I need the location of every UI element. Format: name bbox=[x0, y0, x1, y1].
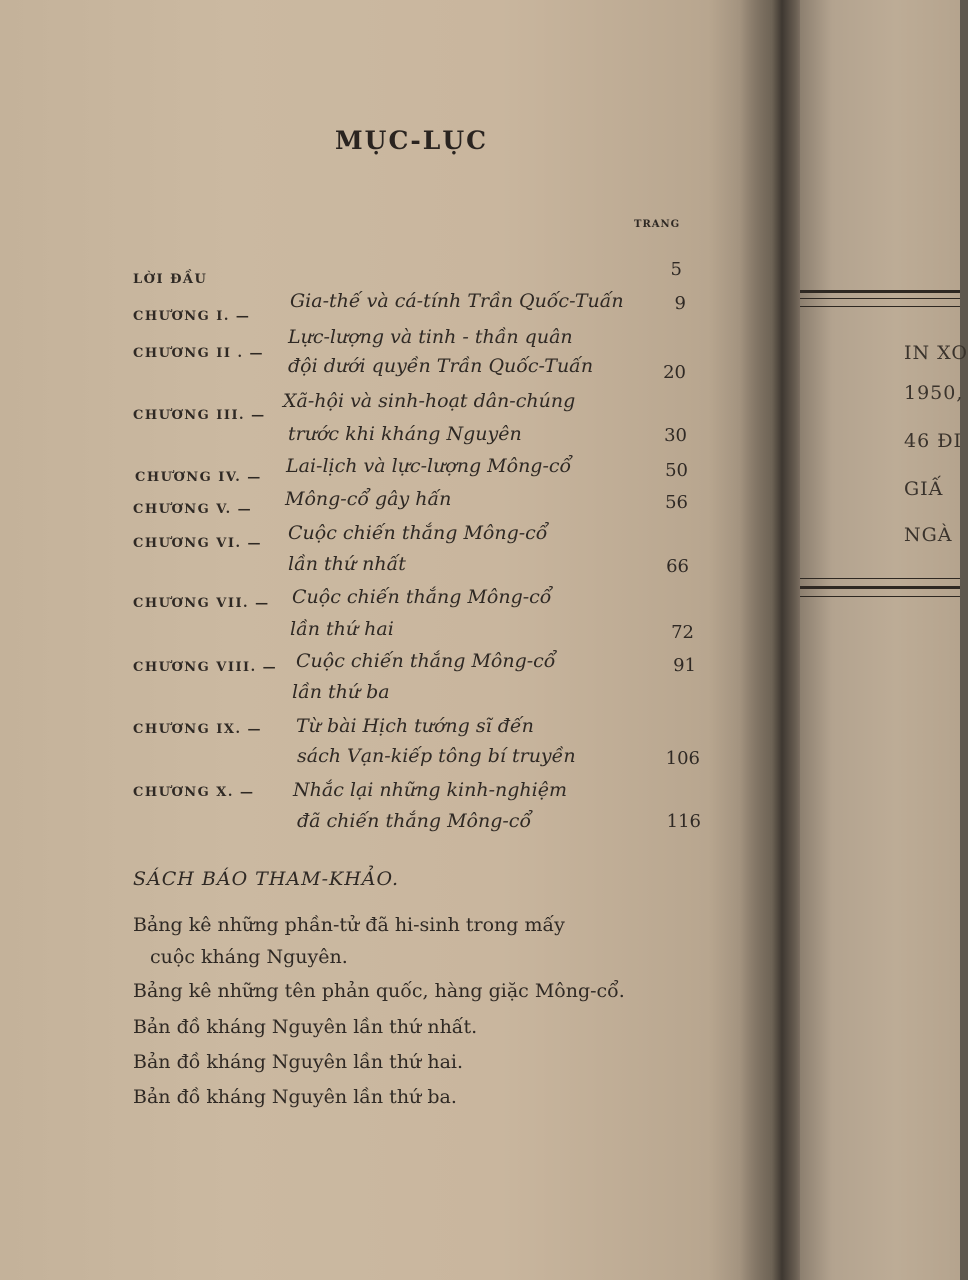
toc-entry-title: Gia-thế và cá-tính Trần Quốc-Tuấn bbox=[290, 290, 624, 312]
toc-entry-page: 30 bbox=[664, 425, 687, 446]
reference-item: Bản đồ kháng Nguyên lần thứ hai. bbox=[133, 1051, 464, 1073]
toc-entry-title: trước khi kháng Nguyên bbox=[288, 423, 522, 445]
toc-title: MỤC-LỤC bbox=[335, 126, 489, 155]
toc-entry-label: CHƯƠNG I. — bbox=[133, 309, 251, 324]
toc-entry-page: 72 bbox=[671, 622, 694, 643]
page-column-header: TRANG bbox=[634, 219, 681, 230]
divider-rule bbox=[800, 596, 960, 597]
references-heading: SÁCH BÁO THAM-KHẢO. bbox=[133, 868, 400, 890]
toc-entry-title: Cuộc chiến thắng Mông-cổ bbox=[296, 650, 556, 672]
right-page bbox=[800, 0, 968, 1280]
toc-entry-label: CHƯƠNG VIII. — bbox=[133, 660, 278, 675]
divider-rule bbox=[800, 290, 960, 293]
right-page-line: GIẤ bbox=[904, 478, 944, 500]
toc-entry-title: lần thứ hai bbox=[290, 618, 394, 640]
divider-rule bbox=[800, 586, 960, 589]
toc-entry-label: CHƯƠNG IV. — bbox=[135, 470, 262, 485]
toc-entry-title: Xã-hội và sinh-hoạt dân-chúng bbox=[283, 390, 576, 412]
reference-item: Bản đồ kháng Nguyên lần thứ nhất. bbox=[133, 1016, 478, 1038]
toc-entry-page: 56 bbox=[665, 492, 688, 513]
divider-rule bbox=[800, 298, 960, 299]
toc-entry-title: đội dưới quyền Trần Quốc-Tuấn bbox=[288, 355, 594, 377]
toc-entry-page: 66 bbox=[666, 556, 689, 577]
toc-entry-label: CHƯƠNG VI. — bbox=[133, 536, 263, 551]
toc-entry-title: lần thứ ba bbox=[292, 681, 390, 703]
toc-entry-page: 5 bbox=[670, 259, 682, 280]
toc-entry-title: Nhắc lại những kinh-nghiệm bbox=[293, 779, 567, 801]
reference-item: cuộc kháng Nguyên. bbox=[150, 946, 348, 968]
right-page-line: NGÀ bbox=[904, 524, 953, 546]
right-page-line: 1950, bbox=[904, 382, 964, 404]
toc-entry-title: lần thứ nhất bbox=[288, 553, 406, 575]
reference-item: Bảng kê những phần-tử đã hi-sinh trong mấy bbox=[133, 914, 565, 936]
toc-entry-title: Từ bài Hịch tướng sĩ đến bbox=[296, 715, 534, 737]
toc-entry-title: Lực-lượng và tinh - thần quân bbox=[288, 326, 573, 348]
toc-entry-label: CHƯƠNG VII. — bbox=[133, 596, 270, 611]
toc-entry-page: 50 bbox=[665, 460, 688, 481]
toc-entry-page: 9 bbox=[674, 293, 686, 314]
toc-entry-page: 116 bbox=[666, 811, 701, 832]
toc-entry-page: 91 bbox=[673, 655, 696, 676]
toc-entry-page: 20 bbox=[663, 362, 686, 383]
toc-entry-title: Lai-lịch và lực-lượng Mông-cổ bbox=[286, 455, 572, 477]
toc-entry-page: 106 bbox=[665, 748, 700, 769]
divider-rule bbox=[800, 578, 960, 579]
toc-entry-label: LỜI ĐẦU bbox=[133, 272, 208, 287]
toc-entry-title: Cuộc chiến thắng Mông-cổ bbox=[292, 586, 552, 608]
toc-entry-label: CHƯƠNG X. — bbox=[133, 785, 255, 800]
toc-entry-title: sách Vạn-kiếp tông bí truyền bbox=[297, 745, 576, 767]
divider-rule bbox=[800, 306, 960, 307]
toc-entry-title: Mông-cổ gây hấn bbox=[285, 488, 452, 510]
right-page-line: 46 ĐI bbox=[904, 430, 963, 452]
reference-item: Bản đồ kháng Nguyên lần thứ ba. bbox=[133, 1086, 457, 1108]
toc-entry-title: đã chiến thắng Mông-cổ bbox=[297, 810, 532, 832]
toc-entry-label: CHƯƠNG V. — bbox=[133, 502, 253, 517]
right-page-line: IN XO bbox=[904, 342, 968, 364]
toc-entry-label: CHƯƠNG IX. — bbox=[133, 722, 263, 737]
toc-entry-label: CHƯƠNG II . — bbox=[133, 346, 265, 361]
toc-entry-title: Cuộc chiến thắng Mông-cổ bbox=[288, 522, 548, 544]
toc-entry-label: CHƯƠNG III. — bbox=[133, 408, 266, 423]
reference-item: Bảng kê những tên phản quốc, hàng giặc Mông-cổ. bbox=[133, 980, 625, 1002]
